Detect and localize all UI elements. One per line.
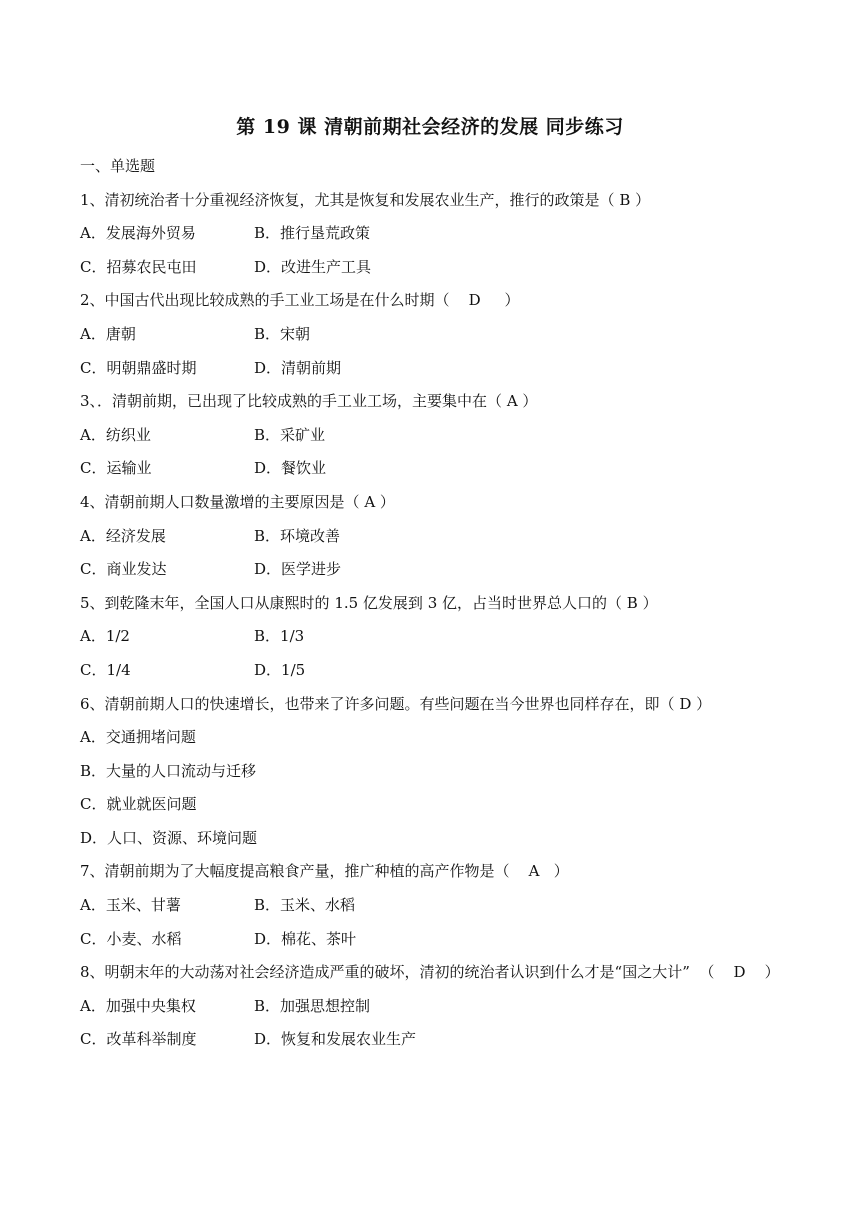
option-a: A．唐朝 [80, 324, 136, 343]
option-a: A．玉米、甘薯 [80, 896, 181, 915]
option-c: C．运输业 [80, 459, 152, 478]
option-b: B．宋朝 [254, 324, 311, 343]
option-b: B．环境改善 [254, 526, 341, 545]
option-a: A．加强中央集权 [80, 996, 196, 1015]
option-d: D．人口、资源、环境问题 [80, 828, 258, 847]
option-b: B．玉米、水稻 [254, 896, 356, 915]
option-b: B．1/3 [254, 627, 305, 646]
option-d: D．改进生产工具 [254, 257, 372, 276]
option-c: C．招募农民屯田 [80, 257, 197, 276]
question-stem: 6、清朝前期人口的快速增长，也带来了许多问题。有些问题在当今世界也同样存在，即（ D ） [80, 694, 712, 713]
question-stem: 3、．清朝前期，已出现了比较成熟的手工业工场，主要集中在（ A ） [80, 392, 538, 411]
question-list [80, 150, 800, 1057]
question-stem: 4、清朝前期人口数量激增的主要原因是（ A ） [80, 492, 395, 511]
option-a: A．1/2 [80, 627, 130, 646]
option-row [80, 251, 800, 285]
option-c: C．小麦、水稻 [80, 929, 182, 948]
option-row [80, 1023, 800, 1057]
option-a: A．纺织业 [80, 425, 151, 444]
option-row [80, 654, 800, 688]
option-d: D．1/5 [254, 660, 306, 679]
option-b: B．加强思想控制 [254, 996, 371, 1015]
option-c: C．改革科举制度 [80, 1030, 197, 1049]
section-heading: 一、单选题 [80, 157, 156, 175]
option-row [80, 990, 800, 1024]
page-title: 第 19 课 清朝前期社会经济的发展 同步练习 [236, 116, 624, 138]
option-a: A．发展海外贸易 [80, 224, 196, 243]
option-d: D．恢复和发展农业生产 [254, 1030, 417, 1049]
option-d: D．棉花、茶叶 [254, 929, 357, 948]
option-row [80, 419, 800, 453]
option-a: A．经济发展 [80, 526, 166, 545]
option-d: D．医学进步 [254, 560, 342, 579]
option-row [80, 889, 800, 923]
option-row [80, 217, 800, 251]
option-row [80, 553, 800, 587]
option-d: D．清朝前期 [254, 358, 342, 377]
option-c: C．商业发达 [80, 560, 167, 579]
option-row [80, 520, 800, 554]
question-stem: 8、明朝末年的大动荡对社会经济造成严重的破坏，清初的统治者认识到什么才是“国之大计” （ D ） [80, 963, 780, 982]
question-stem: 2、中国古代出现比较成熟的手工业工场是在什么时期（ D ） [80, 291, 520, 310]
question-stem: 1、清初统治者十分重视经济恢复，尤其是恢复和发展农业生产，推行的政策是（ B ） [80, 190, 651, 209]
option-c: C．就业就医问题 [80, 795, 197, 814]
option-d: D．餐饮业 [254, 459, 327, 478]
question-stem: 5、到乾隆末年，全国人口从康熙时的 1.5 亿发展到 3 亿，占当时世界总人口的（ B ） [80, 593, 658, 612]
option-b: B．推行垦荒政策 [254, 224, 371, 243]
option-row [80, 620, 800, 654]
option-c: C．明朝鼎盛时期 [80, 358, 197, 377]
option-b: B．采矿业 [254, 425, 326, 444]
option-row [80, 318, 800, 352]
option-row [80, 923, 800, 957]
option-c: C．1/4 [80, 660, 131, 679]
option-a: A．交通拥堵问题 [80, 728, 196, 747]
option-b: B．大量的人口流动与迁移 [80, 761, 257, 780]
option-row [80, 452, 800, 486]
question-stem: 7、清朝前期为了大幅度提高粮食产量，推广种植的高产作物是（ A ） [80, 862, 569, 881]
option-row [80, 352, 800, 386]
